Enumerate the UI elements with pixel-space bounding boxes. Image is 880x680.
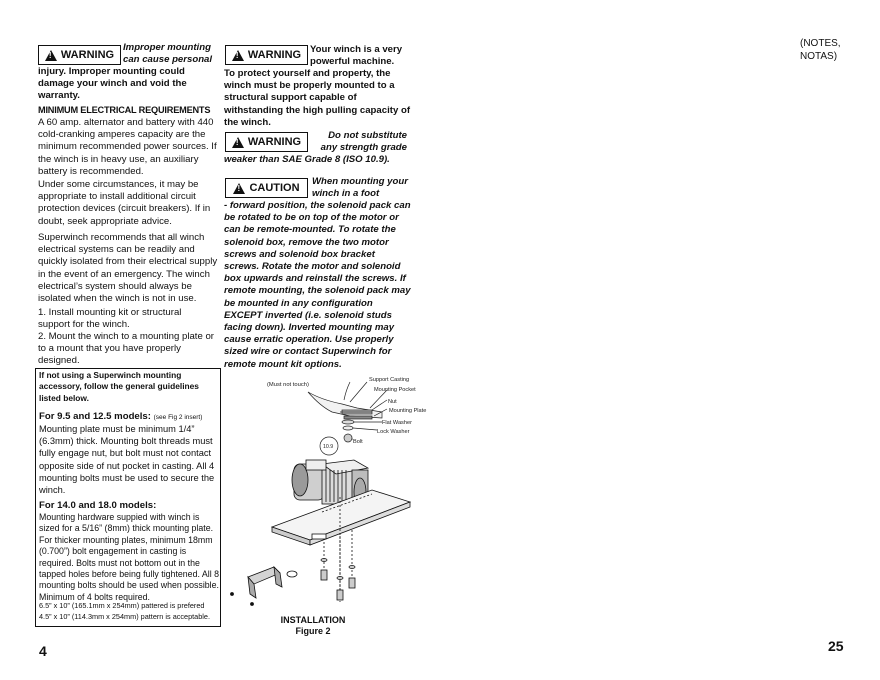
caution-badge — [225, 178, 308, 198]
install-step-2: 2. Mount the winch to a mounting plate or to a mount that you have properly designed. — [38, 331, 214, 367]
min-electrical-heading: MINIMUM ELECTRICAL REQUIREMENTS — [38, 105, 211, 115]
warning-triangle-icon — [45, 50, 57, 61]
figure-caption-number: Figure 2 — [295, 626, 331, 636]
warning-2-body: To protect yourself and property, the winch must be properly mounted to a structural support capable of withstanding the high pulling capacity of the winch. — [224, 68, 411, 128]
pattern-note-1: 6.5” x 10” (165.1mm x 254mm) pattered is prefered — [39, 601, 205, 610]
roller-fairlead-illustration — [231, 567, 298, 606]
left-page-number: 4 — [39, 643, 47, 659]
warning-badge-label: WARNING — [247, 136, 302, 148]
label-nut: Nut — [388, 399, 397, 405]
label-lock-washer: Lock Washer — [377, 429, 410, 435]
label-mounting-plate: Mounting Plate — [389, 408, 427, 414]
caution-triangle-icon — [233, 183, 245, 194]
caution-lead: When mounting your winch in a foot — [312, 176, 408, 200]
warning-badge-label: WARNING — [60, 49, 115, 61]
figure-caption-title-text: INSTALLATION — [280, 615, 346, 625]
caution-body: - forward position, the solenoid pack can be rotated to be on top of the motor or can be remote-mounted. To rotate the solenoid box, remove the two motor screws and solenoid box bracket screws. Rotate the motor and solenoid box upwards and reinstall the screws. If remote mounting, the solenoid pack may be mounted in any configuration EXCEPT inverted (i.e. solenoid studs facing down). Inverted mounting may cause erratic operation. Use properly sized wire or contact Superwinch for remote mount kit options. — [224, 200, 411, 370]
warning-2-lead: Your winch is a very powerful machine. — [310, 44, 403, 68]
warning-badge-2 — [225, 45, 308, 65]
warning-triangle-icon — [232, 137, 244, 148]
box-14-text: Mounting hardware suppied with winch is sized for a 5/16” (8mm) thick mounting plate. For thicker mounting plates, minimum 18mm (0.700”) bolt engagement in casting is required. Bolts must not bottom out in the tapped holes before being fully tightened. All 8 mounting bolts should be used when possible. Minimum of 4 bolts required. — [39, 512, 219, 602]
install-step-1: 1. Install mounting kit or structural support for the winch. — [38, 307, 182, 331]
label-mounting-pocket: Mounting Pocket — [374, 387, 416, 393]
box-intro: If not using a Superwinch mounting accessory, follow the general guidelines listed below. — [39, 370, 199, 403]
warning-3-body: weaker than SAE Grade 8 (ISO 10.9). — [224, 154, 390, 165]
warning-badge-label: WARNING — [247, 49, 302, 61]
warning-3-lead: Do not substitute any strength grade — [320, 130, 407, 154]
label-must-not-touch: (Must not touch) — [267, 382, 309, 388]
warning-triangle-icon — [232, 50, 244, 61]
box-95-ref: (see Fig 2 insert) — [153, 414, 203, 421]
box-95-title: For 9.5 and 12.5 models: — [39, 411, 151, 422]
box-14-heading: For 14.0 and 18.0 models: — [39, 500, 157, 511]
warning-body-text — [38, 66, 220, 103]
label-support-casting: Support Casting — [369, 377, 410, 383]
mounting-guidelines-box — [35, 368, 221, 627]
warning-body: injury. Improper mounting could damage your winch and void the warranty. — [38, 66, 187, 102]
label-grade: 10.9 — [323, 444, 334, 450]
caution-badge-label: CAUTION — [249, 182, 300, 194]
label-bolt: Bolt — [353, 439, 363, 445]
notes-heading: (NOTES, NOTAS) — [800, 38, 841, 62]
electrical-paragraph-1: A 60 amp. alternator and battery with 440 cold-cranking amperes capacity are the minimum recommended power sources. If the winch is in heavy use, an auxiliary battery is recommended. — [38, 117, 217, 177]
electrical-paragraph-2: Under some circumstances, it may be appropriate to install additional circuit protection devices (circuit breakers). If in doubt, seek appropriate advice. — [38, 179, 211, 227]
box-95-text: Mounting plate must be minimum 1/4” (6.3mm) thick. Mounting bolt threads must fully engage nut, but bolt must not contact opposite side of nut pocket in casting. All 4 mounting bolts must be used to secure the winch. — [39, 424, 215, 496]
warning-lead-text: Improper mounting can cause personal — [123, 42, 213, 66]
label-flat-washer: Flat Washer — [382, 420, 412, 426]
pattern-note-2: 4.5” x 10” (114.3mm x 254mm) pattern is acceptable. — [39, 612, 211, 621]
electrical-paragraph-3: Superwinch recommends that all winch electrical systems can be readily and quickly isolated from their electrical supply in the event of an emergency. The winch electrical’s system should always be isolated when the winch is not in use. — [38, 232, 218, 305]
warning-badge-3 — [225, 132, 308, 152]
warning-badge — [38, 45, 121, 65]
right-page-number: 25 — [828, 638, 844, 654]
installation-figure — [222, 372, 452, 617]
